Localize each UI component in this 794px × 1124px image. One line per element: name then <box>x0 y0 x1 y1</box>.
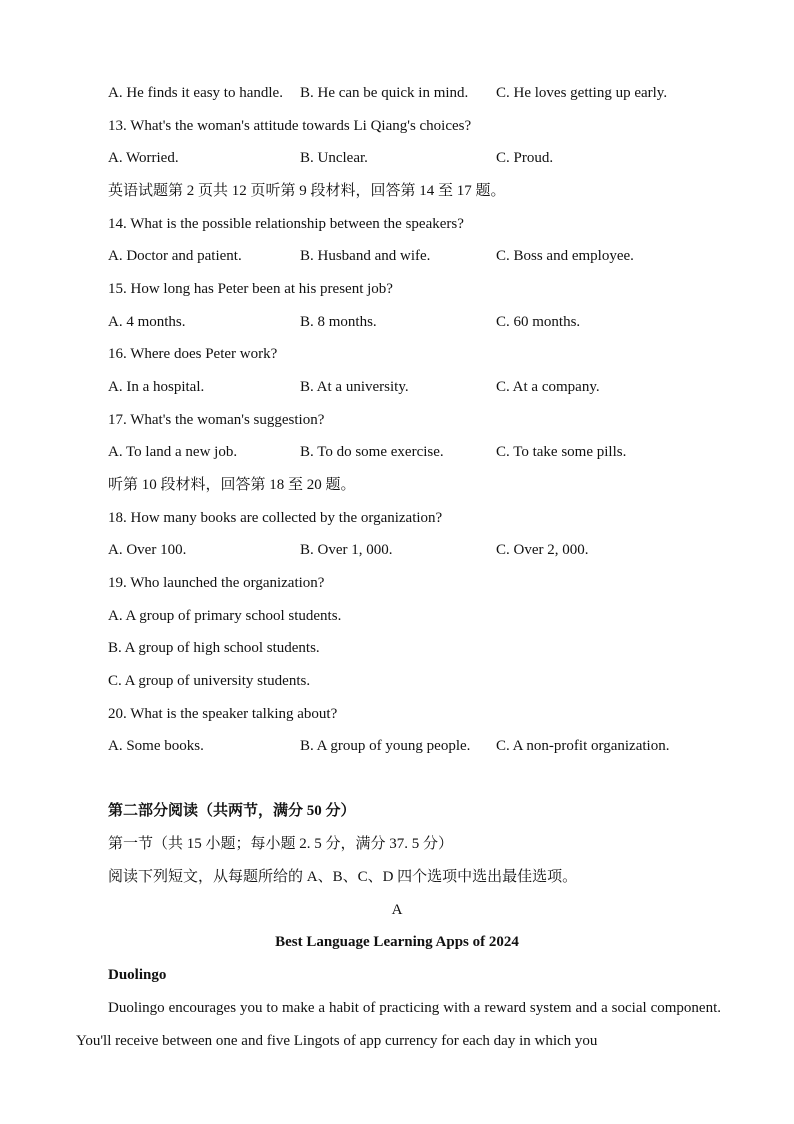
option-c: C. Over 2, 000. <box>496 542 589 558</box>
option-c: C. He loves getting up early. <box>496 85 668 101</box>
section-9-header: 英语试题第 2 页共 12 页听第 9 段材料，回答第 14 至 17 题。 <box>108 183 506 199</box>
option-a: A. He finds it easy to handle. <box>108 85 283 101</box>
reading-section-one: 第一节（共 15 小题；每小题 2. 5 分，满分 37. 5 分） <box>108 836 454 852</box>
option-b: B. A group of young people. <box>300 738 471 754</box>
option-a: A. Some books. <box>108 738 204 754</box>
passage-title: Best Language Learning Apps of 2024 <box>275 934 519 950</box>
section-10-header: 听第 10 段材料，回答第 18 至 20 题。 <box>108 477 356 493</box>
question-20: 20. What is the speaker talking about? <box>108 706 338 722</box>
option-b: B. To do some exercise. <box>300 444 444 460</box>
option-c: C. Proud. <box>496 150 554 166</box>
option-b: B. Husband and wife. <box>300 248 431 264</box>
q19-option-c: C. A group of university students. <box>108 673 311 689</box>
passage-paragraph: Duolingo encourages you to make a habit of practicing with a reward system and a social component. You'll receive between one and five Lingots of app currency for each day in which you <box>76 1000 721 1049</box>
question-18: 18. How many books are collected by the organization? <box>108 510 443 526</box>
question-16: 16. Where does Peter work? <box>108 346 278 362</box>
question-15: 15. How long has Peter been at his present job? <box>108 281 393 297</box>
option-a: A. 4 months. <box>108 314 186 330</box>
option-a: A. Over 100. <box>108 542 187 558</box>
option-c: C. To take some pills. <box>496 444 627 460</box>
reading-instruction: 阅读下列短文，从每题所给的 A、B、C、D 四个选项中选出最佳选项。 <box>108 869 578 885</box>
option-c: C. At a company. <box>496 379 600 395</box>
q20-options <box>108 736 728 756</box>
q15-options <box>108 312 728 332</box>
option-b: B. 8 months. <box>300 314 377 330</box>
passage-letter: A <box>391 902 403 918</box>
option-a: A. To land a new job. <box>108 444 238 460</box>
q17-options <box>108 442 728 462</box>
q14-options <box>108 246 728 266</box>
option-b: B. He can be quick in mind. <box>300 85 469 101</box>
option-b: B. Over 1, 000. <box>300 542 393 558</box>
q19-option-a: A. A group of primary school students. <box>108 608 342 624</box>
question-14: 14. What is the possible relationship between the speakers? <box>108 216 464 232</box>
q13-options <box>108 148 728 168</box>
question-17: 17. What's the woman's suggestion? <box>108 412 325 428</box>
q18-options <box>108 540 728 560</box>
passage-subheading: Duolingo <box>108 967 167 983</box>
q12-options <box>108 83 728 103</box>
option-a: A. In a hospital. <box>108 379 205 395</box>
reading-part-title: 第二部分阅读（共两节，满分 50 分） <box>108 803 356 819</box>
option-c: C. 60 months. <box>496 314 581 330</box>
q16-options <box>108 377 728 397</box>
q19-option-b: B. A group of high school students. <box>108 640 320 656</box>
option-a: A. Worried. <box>108 150 179 166</box>
question-19: 19. Who launched the organization? <box>108 575 325 591</box>
option-b: B. At a university. <box>300 379 409 395</box>
option-a: A. Doctor and patient. <box>108 248 242 264</box>
option-c: C. A non-profit organization. <box>496 738 670 754</box>
option-b: B. Unclear. <box>300 150 368 166</box>
question-13: 13. What's the woman's attitude towards Li Qiang's choices? <box>108 118 472 134</box>
option-c: C. Boss and employee. <box>496 248 634 264</box>
